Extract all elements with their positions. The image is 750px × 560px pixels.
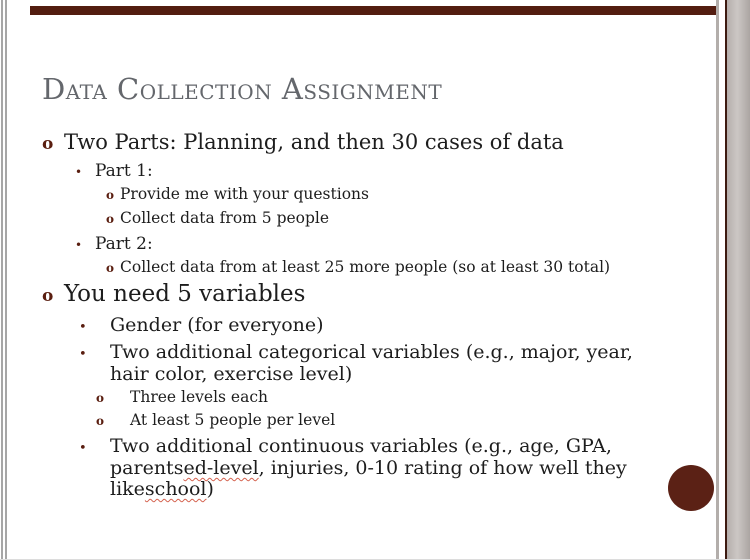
bullet-text: Collect data from 5 people bbox=[120, 209, 330, 227]
bullet-marker: o bbox=[96, 414, 105, 428]
slide-title: Data Collection Assignment bbox=[42, 72, 443, 106]
bullet-row bbox=[79, 435, 612, 457]
bullet-text: Gender (for everyone) bbox=[110, 314, 324, 336]
bullet-text-continuation bbox=[110, 363, 352, 385]
bullet-marker: • bbox=[75, 238, 83, 252]
bullet-text: Part 2: bbox=[95, 234, 153, 254]
bullet-text: parents bbox=[110, 457, 184, 479]
bullet-text: ) bbox=[206, 478, 214, 500]
bullet-text: Part 1: bbox=[95, 161, 153, 181]
bullet-row bbox=[96, 411, 335, 429]
bullet-text: hair color, exercise level) bbox=[110, 363, 353, 385]
right-gray-stripe bbox=[716, 0, 719, 560]
bullet-text: Two Parts: Planning, and then 30 cases of data bbox=[64, 130, 564, 154]
decorative-circle bbox=[668, 465, 714, 511]
bullet-marker: o bbox=[42, 286, 54, 306]
bullet-row bbox=[42, 130, 564, 154]
bullet-marker: • bbox=[79, 347, 87, 362]
bullet-text: Two additional categorical variables (e.g., major, year, bbox=[110, 341, 633, 363]
bullet-text: like bbox=[110, 478, 145, 500]
bullet-text: Collect data from at least 25 more people (so at least 30 total) bbox=[120, 258, 611, 276]
bullet-marker: o bbox=[42, 134, 54, 154]
bullet-marker: o bbox=[106, 188, 115, 202]
bullet-row bbox=[106, 185, 369, 203]
bullet-row bbox=[42, 281, 305, 307]
top-accent-bar bbox=[30, 6, 716, 15]
left-border-line-inner bbox=[5, 0, 7, 560]
left-border-line-outer bbox=[1, 0, 3, 560]
bullet-text: , injuries, 0-10 rating of how well they bbox=[258, 457, 627, 479]
bullet-marker: o bbox=[106, 261, 115, 275]
bullet-text-continuation bbox=[110, 457, 627, 479]
bullet-marker: • bbox=[79, 320, 87, 335]
bullet-text: At least 5 people per level bbox=[130, 411, 336, 429]
bullet-text: Three levels each bbox=[130, 388, 268, 406]
bullet-row bbox=[106, 209, 329, 227]
bullet-marker: o bbox=[96, 391, 105, 405]
misspelled-word: ed-level bbox=[183, 457, 259, 479]
bullet-row bbox=[79, 341, 633, 363]
bullet-row bbox=[75, 234, 153, 254]
bullet-text-continuation bbox=[110, 478, 214, 500]
bullet-text: Provide me with your questions bbox=[120, 185, 369, 203]
bullet-marker: o bbox=[106, 212, 115, 226]
bullet-marker: • bbox=[75, 165, 83, 179]
bullet-marker: • bbox=[79, 441, 87, 456]
bullet-row bbox=[106, 258, 610, 276]
bullet-row bbox=[96, 388, 268, 406]
bullet-text: You need 5 variables bbox=[64, 281, 306, 307]
bullet-row bbox=[75, 161, 153, 181]
bullet-row bbox=[79, 314, 324, 336]
right-gray-band bbox=[727, 0, 750, 560]
misspelled-word: school bbox=[144, 478, 207, 500]
bullet-text: Two additional continuous variables (e.g., age, GPA, bbox=[110, 435, 612, 457]
